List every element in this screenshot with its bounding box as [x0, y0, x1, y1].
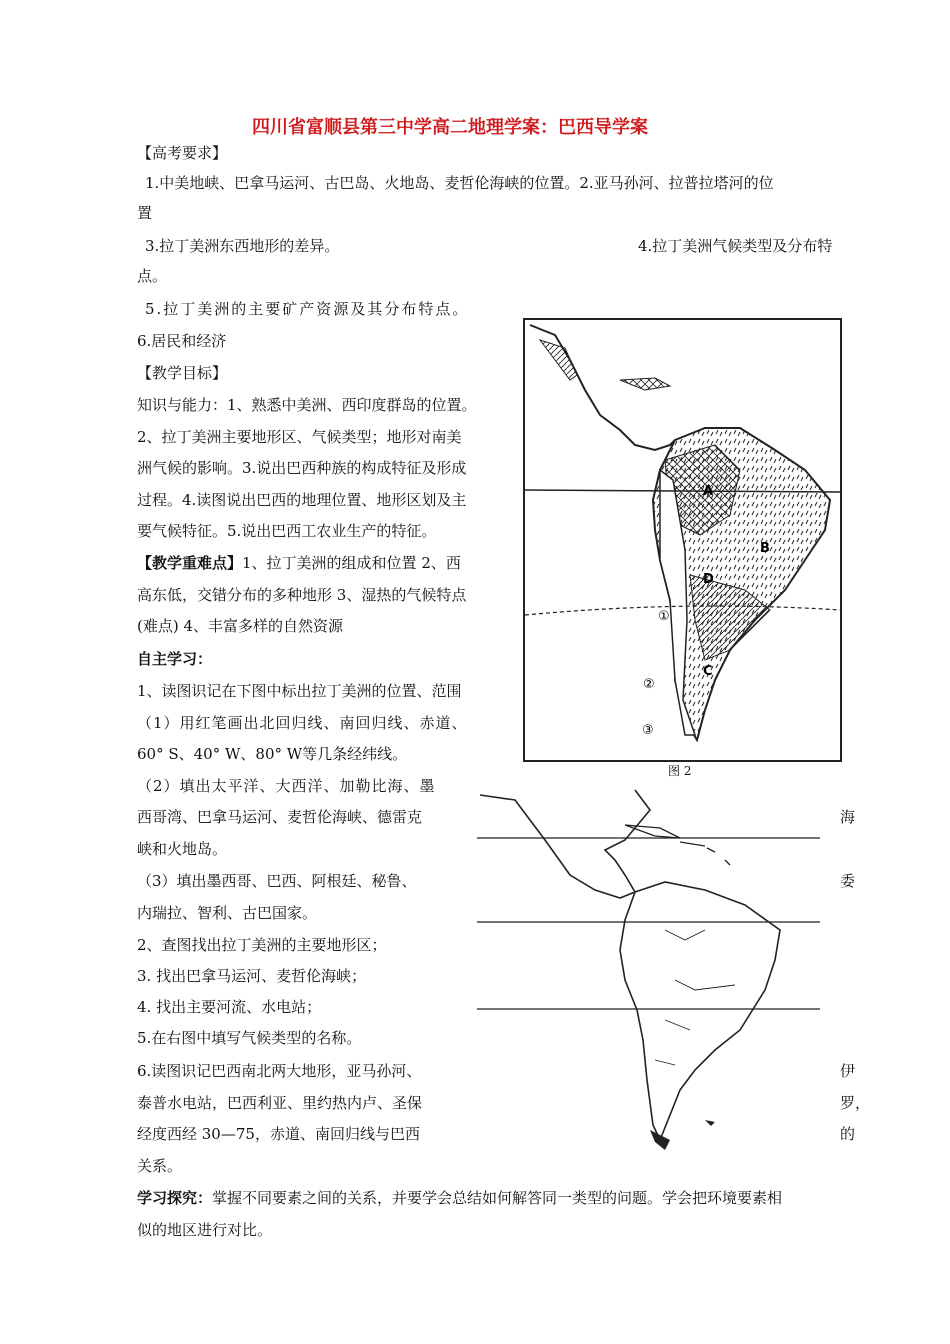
requirements-heading: 【高考要求】 [137, 144, 228, 162]
requirements-line2c: 点。 [137, 267, 168, 285]
region-label-d: D [703, 572, 714, 587]
terrain-map [523, 318, 842, 762]
self-study-line: （2）填出太平洋、大西洋、加勒比海、墨 [137, 777, 436, 795]
mexico-highlands [540, 340, 577, 380]
self-study-line: 泰普水电站，巴西利亚、里约热内卢、圣保 [137, 1094, 423, 1112]
goals-line: 过程。4.读图说出巴西的地理位置、地形区划及主 [137, 491, 467, 509]
caribbean-islands [680, 842, 730, 865]
self-study-line: 3. 找出巴拿马运河、麦哲伦海峡； [137, 967, 367, 985]
self-study-line: 内瑞拉、智利、古巴国家。 [137, 904, 318, 922]
self-study-line: （3）填出墨西哥、巴西、阿根廷、秘鲁、 [137, 872, 417, 890]
wrapped-char: 的 [840, 1125, 856, 1143]
wrapped-char: 委 [840, 872, 856, 890]
self-study-line: 西哥湾、巴拿马运河、麦哲伦海峡、德雷克 [137, 808, 423, 826]
requirements-line2a: 3.拉丁美洲东西地形的差异。 [145, 237, 340, 255]
requirements-line1b: 置 [137, 204, 153, 222]
region-label-c: C [703, 664, 713, 679]
country-borders [655, 930, 735, 1065]
key-points-text: 1、拉丁美洲的组成和位置 2、西 [242, 554, 461, 572]
wrapped-char: 海 [840, 808, 856, 826]
self-study-line: 4. 找出主要河流、水电站； [137, 998, 322, 1016]
goals-line: 2、拉丁美洲主要地形区、气候类型；地形对南美 [137, 428, 462, 446]
terrain-map-svg [525, 320, 840, 760]
self-study-line: 经度西经 30—75，赤道、南回归线与巴西 [137, 1125, 420, 1143]
goals-heading: 【教学目标】 [137, 364, 228, 382]
self-study-line: 2、查图找出拉丁美洲的主要地形区； [137, 936, 387, 954]
marker-1: ① [658, 609, 670, 624]
wrapped-char: 伊 [840, 1062, 856, 1080]
cuba-island [625, 825, 680, 838]
self-study-line: 1、读图识记在下图中标出拉丁美洲的位置、范围 [137, 682, 462, 700]
goals-line: 洲气候的影响。3.说出巴西种族的构成特征及形成 [137, 459, 467, 477]
goals-line: 知识与能力：1、熟悉中美洲、西印度群岛的位置。 [137, 396, 477, 414]
key-points-line: 高东低，交错分布的多种地形 3、湿热的气候特点 [137, 586, 467, 604]
self-study-line: 60° S、40° W、80° W等几条经纬线。 [137, 745, 408, 763]
region-label-a: A [703, 484, 714, 499]
wrapped-char: 罗， [840, 1094, 871, 1112]
south-america-outline [620, 882, 780, 1140]
requirements-line4: 6.居民和经济 [137, 332, 227, 350]
self-study-line: 关系。 [137, 1157, 183, 1175]
falkland-islands [705, 1120, 715, 1126]
requirements-line3: 5.拉丁美洲的主要矿产资源及其分布特点。 [145, 300, 470, 318]
explore-line2: 似的地区进行对比。 [137, 1221, 273, 1239]
marker-3: ③ [642, 723, 654, 738]
explore-line1 [137, 1188, 782, 1208]
key-points-line: (难点) 4、丰富多样的自然资源 [137, 617, 344, 635]
key-points-line1 [137, 553, 461, 573]
self-study-line: 6.读图识记巴西南北两大地形，亚马孙河、 [137, 1062, 422, 1080]
goals-line: 要气候特征。5.说出巴西工农业生产的特征。 [137, 522, 437, 540]
self-study-heading: 自主学习： [137, 650, 213, 668]
key-points-heading: 【教学重难点】 [137, 554, 243, 572]
explore-heading: 学习探究： [137, 1189, 213, 1207]
map-caption: 图 2 [668, 764, 692, 778]
region-label-b: B [760, 541, 770, 556]
north-america-coast [480, 790, 650, 898]
tierra-del-fuego [650, 1130, 670, 1150]
requirements-line2b: 4.拉丁美洲气候类型及分布特 [638, 237, 833, 255]
outline-map [475, 780, 825, 1170]
self-study-line: 5.在右图中填写气候类型的名称。 [137, 1029, 362, 1047]
self-study-line: 峡和火地岛。 [137, 840, 228, 858]
marker-2: ② [643, 677, 655, 692]
requirements-line1: 1.中美地峡、巴拿马运河、古巴岛、火地岛、麦哲伦海峡的位置。2.亚马孙河、拉普拉塔河的位 [145, 174, 774, 192]
page-title: 四川省富顺县第三中学高二地理学案：巴西导学案 [252, 117, 648, 138]
caribbean-islands [620, 378, 670, 390]
explore-text: 掌握不同要素之间的关系，并要学会总结如何解答同一类型的问题。学会把环境要素相 [212, 1189, 783, 1207]
self-study-line: （1）用红笔画出北回归线、南回归线、赤道、 [137, 714, 468, 732]
